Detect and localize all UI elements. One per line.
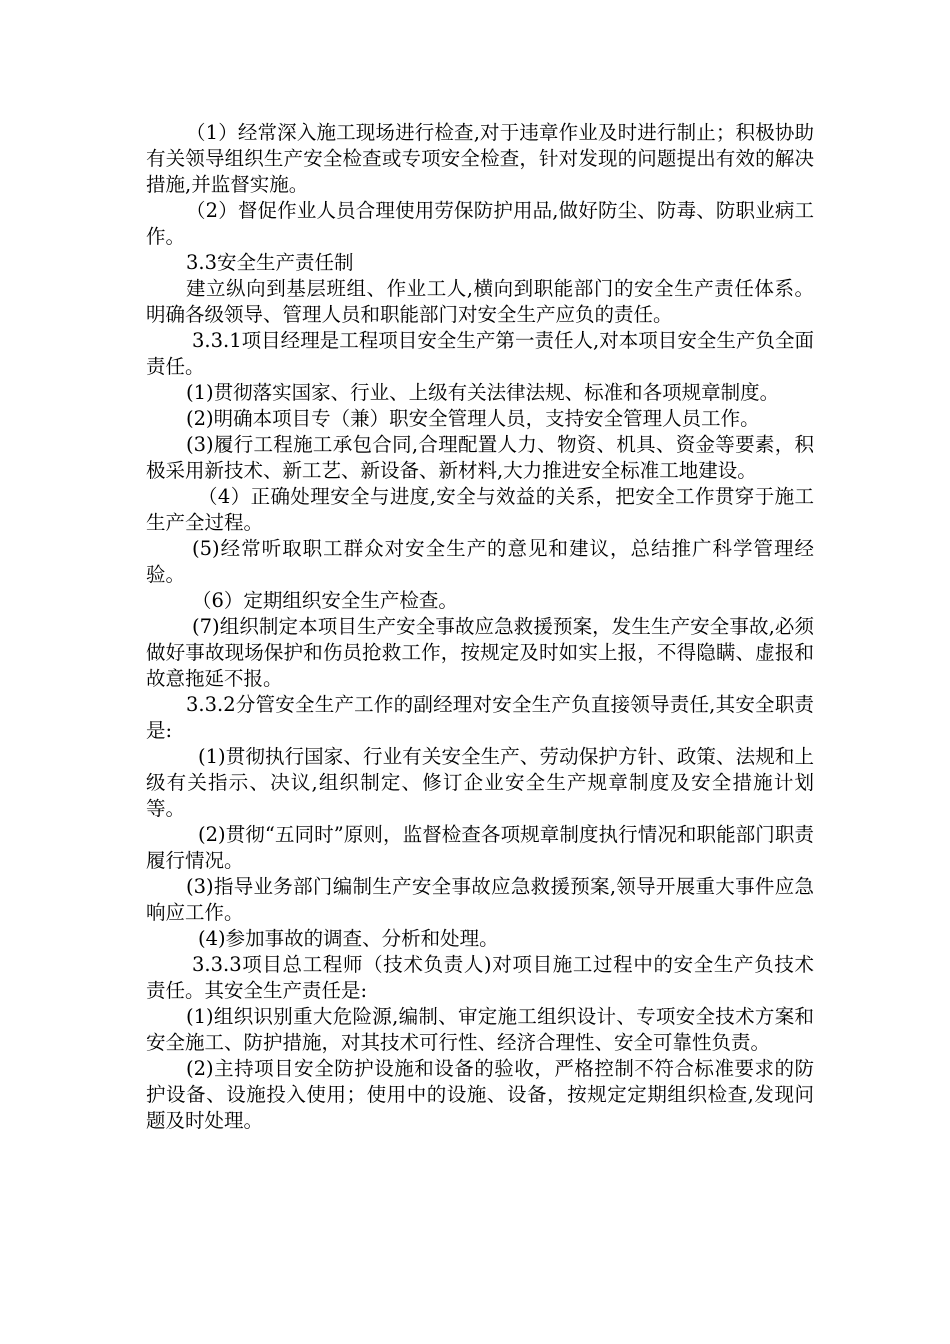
paragraph-17: (4)参加事故的调查、分析和处理。 — [198, 927, 499, 950]
paragraph-3-3-1: 3.3.1项目经理是工程项目安全生产第一责任人,对本项目安全生产负全面责任。 — [146, 329, 814, 378]
paragraph-3-3-2: 3.3.2分管安全生产工作的副经理对安全生产负直接领导责任,其安全职责是: — [146, 693, 814, 742]
paragraph-16: (3)指导业务部门编制生产安全事故应急救援预案,领导开展重大事件应急响应工作。 — [146, 875, 814, 924]
paragraph-4: 建立纵向到基层班组、作业工人,横向到职能部门的安全生产责任体系。明确各级领导、管理人员和职能部门对安全生产应负的责任。 — [146, 277, 814, 326]
paragraph-1: （1）经常深入施工现场进行检查,对于违章作业及时进行制止；积极协助有关领导组织生产安全检查或专项安全检查，针对发现的问题提出有效的解决措施,并监督实施。 — [146, 121, 814, 196]
document-body — [146, 120, 814, 1134]
paragraph-14: (1)贯彻执行国家、行业有关安全生产、劳动保护方针、政策、法规和上级有关指示、决议,组织制定、修订企业安全生产规章制度及安全措施计划等。 — [146, 745, 814, 820]
paragraph-6: (1)贯彻落实国家、行业、上级有关法律法规、标准和各项规章制度。 — [186, 381, 780, 404]
paragraph-3-3-3: 3.3.3项目总工程师（技术负责人)对项目施工过程中的安全生产负技术责任。其安全生产责任是: — [146, 953, 814, 1002]
paragraph-11: （6）定期组织安全生产检查。 — [192, 589, 458, 612]
paragraph-15: (2)贯彻“五同时”原则，监督检查各项规章制度执行情况和职能部门职责履行情况。 — [146, 823, 814, 872]
paragraph-8: (3)履行工程施工承包合同,合理配置人力、物资、机具、资金等要素，积极采用新技术、新工艺、新设备、新材料,大力推进安全标准工地建设。 — [146, 433, 814, 482]
paragraph-2: （2）督促作业人员合理使用劳保防护用品,做好防尘、防毒、防职业病工作。 — [146, 199, 814, 248]
paragraph-9: （4）正确处理安全与进度,安全与效益的关系，把安全工作贯穿于施工生产全过程。 — [146, 485, 814, 534]
paragraph-20: (2)主持项目安全防护设施和设备的验收，严格控制不符合标准要求的防护设备、设施投入使用；使用中的设施、设备，按规定定期组织检查,发现问题及时处理。 — [146, 1057, 814, 1132]
section-heading-3-3: 3.3安全生产责任制 — [186, 251, 354, 274]
paragraph-12: (7)组织制定本项目生产安全事故应急救援预案，发生生产安全事故,必须做好事故现场保护和伤员抢救工作，按规定及时如实上报，不得隐瞒、虚报和故意拖延不报。 — [146, 615, 814, 690]
paragraph-19: (1)组织识别重大危险源,编制、审定施工组织设计、专项安全技术方案和安全施工、防护措施，对其技术可行性、经济合理性、安全可靠性负责。 — [146, 1005, 814, 1054]
paragraph-10: (5)经常听取职工群众对安全生产的意见和建议，总结推广科学管理经验。 — [146, 537, 814, 586]
paragraph-7: (2)明确本项目专（兼）职安全管理人员，支持安全管理人员工作。 — [186, 407, 760, 430]
